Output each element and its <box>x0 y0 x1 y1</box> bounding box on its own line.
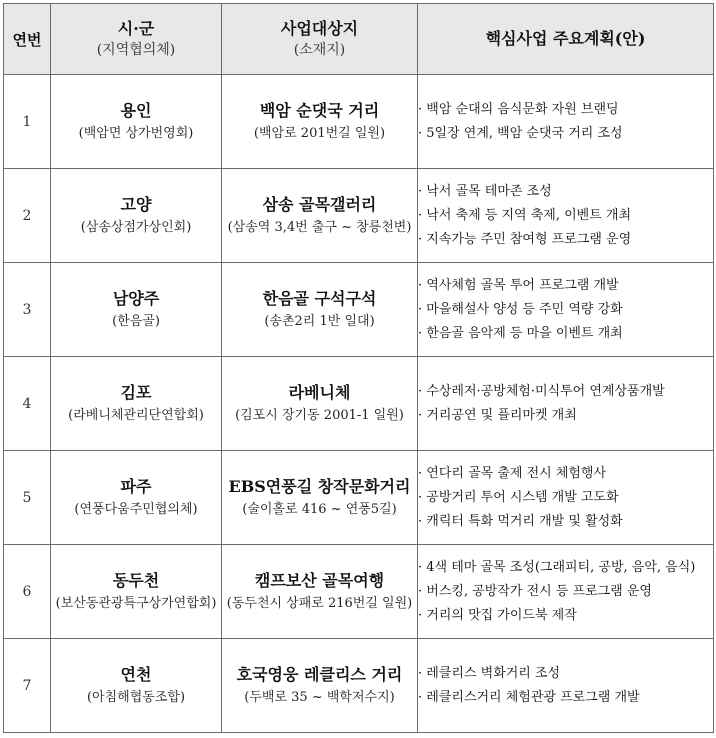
plan-table <box>3 3 714 733</box>
row-number: 3 <box>4 263 51 357</box>
plans-cell <box>418 545 714 639</box>
council-name: (라베니체관리단연합회) <box>68 407 204 423</box>
target-location: (두백로 35 ~ 백학저수지) <box>244 689 395 705</box>
plan-item: · 거리의 맛집 가이드북 제작 <box>418 604 713 628</box>
target-cell <box>222 169 418 263</box>
plans-cell <box>418 357 714 451</box>
region-cell <box>51 357 222 451</box>
plan-item: · 백암 순대의 음식문화 자원 브랜딩 <box>418 98 713 122</box>
plan-item: · 마을해설사 양성 등 주민 역량 강화 <box>418 298 713 322</box>
target-name: 백암 순댓국 거리 <box>259 100 380 120</box>
row-number: 5 <box>4 451 51 545</box>
target-location: (김포시 장기동 2001-1 일원) <box>235 407 404 423</box>
table-row <box>4 545 714 639</box>
council-name: (한음골) <box>112 313 160 329</box>
header-target <box>222 4 418 75</box>
council-name: (백암면 상가번영회) <box>78 125 194 141</box>
header-no: 연번 <box>4 4 51 75</box>
plan-item: · 한음골 음악제 등 마을 이벤트 개최 <box>418 322 713 346</box>
header-region-main: 시·군 <box>117 19 155 38</box>
target-cell <box>222 545 418 639</box>
region-name: 연천 <box>120 664 152 684</box>
header-target-main: 사업대상지 <box>280 19 359 38</box>
region-name: 남양주 <box>112 288 160 308</box>
target-cell <box>222 75 418 169</box>
plan-item: · 낙서 골목 테마존 조성 <box>418 180 713 204</box>
plan-item: · 4색 테마 골목 조성(그래피티, 공방, 음악, 음식) <box>418 556 713 580</box>
plans-cell <box>418 169 714 263</box>
region-cell <box>51 639 222 733</box>
plans-cell <box>418 263 714 357</box>
table-row <box>4 357 714 451</box>
plans-cell <box>418 451 714 545</box>
region-cell <box>51 545 222 639</box>
plans-cell <box>418 639 714 733</box>
target-location: (술이홀로 416 ~ 연풍5길) <box>242 501 397 517</box>
row-number: 7 <box>4 639 51 733</box>
target-name: 삼송 골목갤러리 <box>262 194 377 214</box>
target-cell <box>222 639 418 733</box>
plan-item: · 역사체험 골목 투어 프로그램 개발 <box>418 274 713 298</box>
plan-item: · 공방거리 투어 시스템 개발 고도화 <box>418 486 713 510</box>
plan-item: · 캐릭터 특화 먹거리 개발 및 활성화 <box>418 510 713 534</box>
plan-item: · 거리공연 및 플리마켓 개최 <box>418 404 713 428</box>
council-name: (보산동관광특구상가연합회) <box>55 595 217 611</box>
header-target-sub: (소재지) <box>293 42 346 58</box>
plan-item: · 레클리스거리 체험관광 프로그램 개발 <box>418 686 713 710</box>
region-name: 고양 <box>120 194 152 214</box>
plan-item: · 연다리 골목 출제 전시 체험행사 <box>418 462 713 486</box>
target-location: (송촌2리 1반 일대) <box>264 313 375 329</box>
table-row <box>4 169 714 263</box>
target-cell <box>222 263 418 357</box>
plan-item: · 지속가능 주민 참여형 프로그램 운영 <box>418 228 713 252</box>
row-number: 6 <box>4 545 51 639</box>
target-name: 라베니체 <box>288 382 351 402</box>
table-row <box>4 451 714 545</box>
table-row <box>4 263 714 357</box>
region-name: 동두천 <box>112 570 160 590</box>
target-name: 캠프보산 골목여행 <box>254 570 385 590</box>
target-name: 호국영웅 레클리스 거리 <box>236 664 403 684</box>
plan-item: · 버스킹, 공방작가 전시 등 프로그램 운영 <box>418 580 713 604</box>
row-number: 2 <box>4 169 51 263</box>
target-location: (동두천시 상패로 216번길 일원) <box>226 595 413 611</box>
table-row <box>4 639 714 733</box>
header-region <box>51 4 222 75</box>
region-name: 김포 <box>120 382 152 402</box>
region-name: 용인 <box>120 100 152 120</box>
target-location: (백암로 201번길 일원) <box>253 125 386 141</box>
plan-item: · 낙서 축제 등 지역 축제, 이벤트 개최 <box>418 204 713 228</box>
council-name: (아침해협동조합) <box>86 689 186 705</box>
row-number: 1 <box>4 75 51 169</box>
region-name: 파주 <box>120 476 152 496</box>
council-name: (삼송상점가상인회) <box>80 219 192 235</box>
region-cell <box>51 169 222 263</box>
region-cell <box>51 75 222 169</box>
target-cell <box>222 357 418 451</box>
plan-item: · 레클리스 벽화거리 조성 <box>418 662 713 686</box>
region-cell <box>51 263 222 357</box>
target-location: (삼송역 3,4번 출구 ~ 창릉천변) <box>227 219 412 235</box>
table-row <box>4 75 714 169</box>
header-row <box>4 4 714 75</box>
target-name: EBS연풍길 창작문화거리 <box>228 476 411 496</box>
plan-item: · 5일장 연계, 백암 순댓국 거리 조성 <box>418 122 713 146</box>
header-plan: 핵심사업 주요계획(안) <box>418 4 714 75</box>
target-name: 한음골 구석구석 <box>262 288 377 308</box>
row-number: 4 <box>4 357 51 451</box>
target-cell <box>222 451 418 545</box>
header-region-sub: (지역협의체) <box>96 42 176 58</box>
council-name: (연풍다움주민협의체) <box>74 501 198 517</box>
plan-item: · 수상레저·공방체험·미식투어 연계상품개발 <box>418 380 713 404</box>
plans-cell <box>418 75 714 169</box>
region-cell <box>51 451 222 545</box>
